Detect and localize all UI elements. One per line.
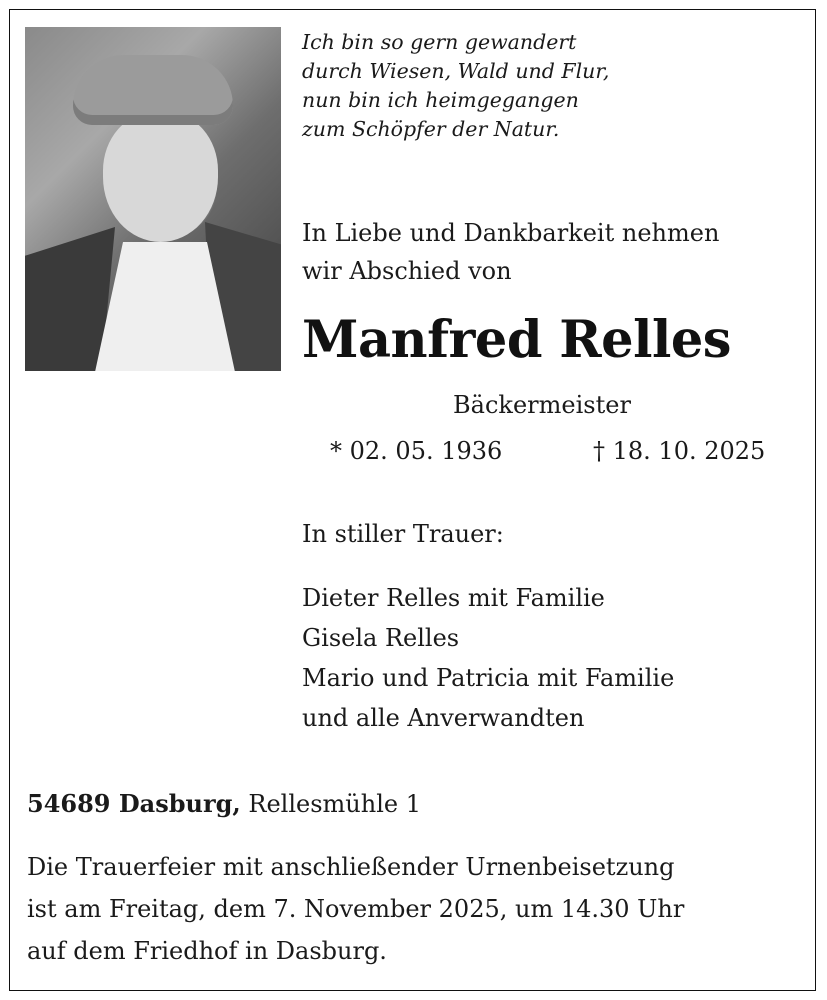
profession: Bäckermeister <box>453 391 631 419</box>
poem-line: durch Wiesen, Wald und Flur, <box>302 59 610 83</box>
service-line: ist am Freitag, dem 7. November 2025, um 14.30 Uhr <box>27 895 685 923</box>
address-street: Rellesmühle 1 <box>240 790 421 818</box>
mourner-item: Dieter Relles mit Familie <box>302 584 605 612</box>
portrait-photo <box>25 27 281 371</box>
mourner-item: und alle Anverwandten <box>302 704 585 732</box>
death-date: † 18. 10. 2025 <box>593 437 766 465</box>
mourners-heading: In stiller Trauer: <box>302 520 504 548</box>
poem-line: Ich bin so gern gewandert <box>302 30 577 54</box>
intro-line: wir Abschied von <box>302 257 512 285</box>
photo-cap <box>73 55 233 125</box>
mourners-list <box>302 578 674 738</box>
poem <box>302 28 609 144</box>
poem-line: nun bin ich heimgegangen <box>302 88 579 112</box>
address-town: 54689 Dasburg, <box>27 789 241 818</box>
service-info <box>27 846 684 972</box>
mourner-item: Gisela Relles <box>302 624 460 652</box>
photo-face <box>103 112 218 242</box>
poem-line: zum Schöpfer der Natur. <box>302 117 560 141</box>
service-line: auf dem Friedhof in Dasburg. <box>27 937 387 965</box>
address <box>27 789 421 818</box>
deceased-name: Manfred Relles <box>302 310 731 370</box>
service-line: Die Trauerfeier mit anschließender Urnenbeisetzung <box>27 853 675 881</box>
birth-date: * 02. 05. 1936 <box>330 437 503 465</box>
intro-text <box>302 214 719 290</box>
mourner-item: Mario und Patricia mit Familie <box>302 664 675 692</box>
intro-line: In Liebe und Dankbarkeit nehmen <box>302 219 720 247</box>
